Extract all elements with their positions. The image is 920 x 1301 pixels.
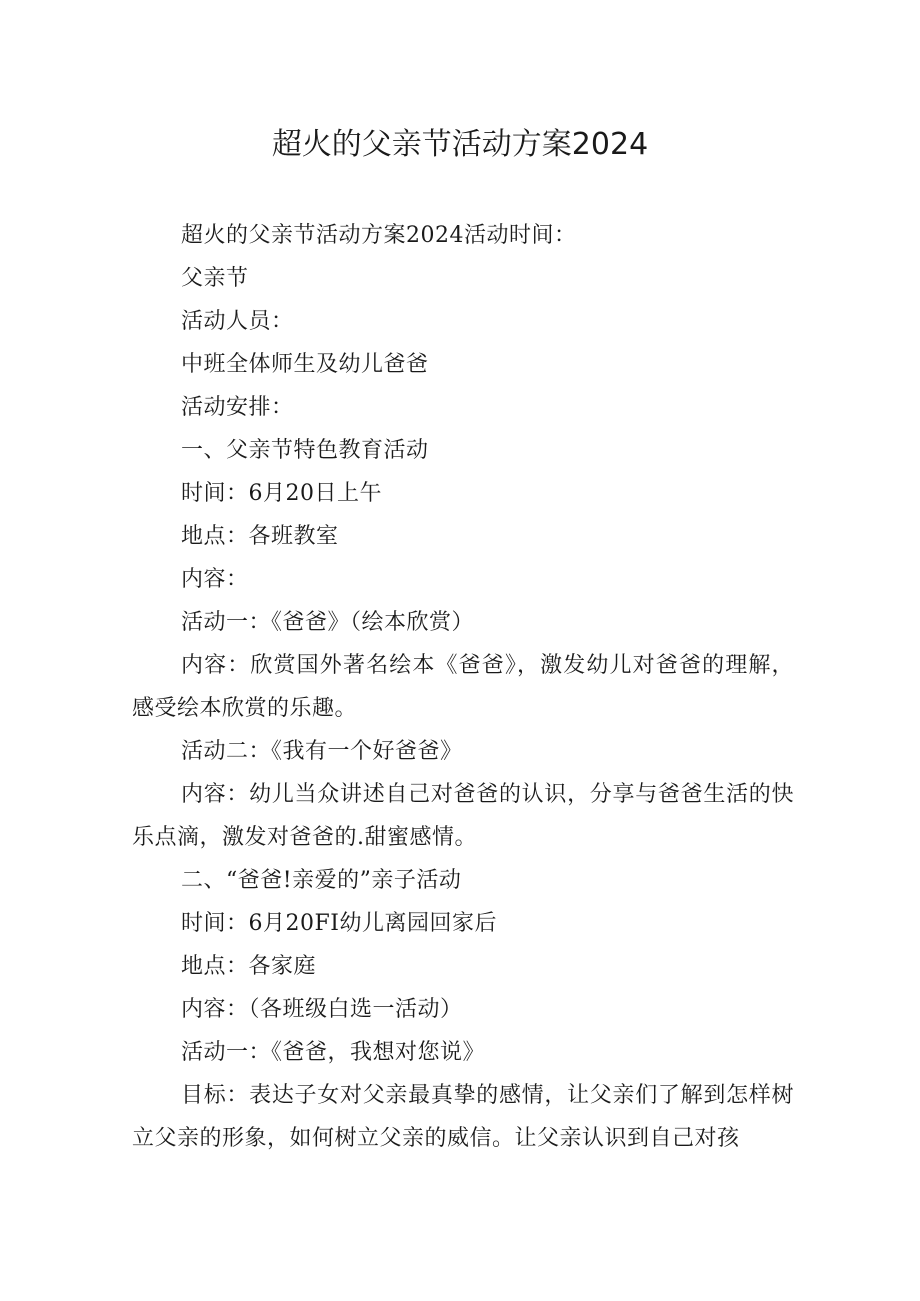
- paragraph-section1-time: 时间：6月20日上午: [181, 481, 382, 506]
- section-heading-1: 一、父亲节特色教育活动: [181, 438, 429, 463]
- paragraph-activity-1: 活动一：《爸爸》（绘本欣赏）: [181, 610, 475, 635]
- paragraph-activity-1-content: 内容：欣赏国外著名绘本《爸爸》，激发幼儿对爸爸的理解，感受绘本欣赏的乐趣。: [132, 653, 794, 721]
- document-body: [132, 214, 794, 1160]
- paragraph-activity-2: 活动二：《我有一个好爸爸》: [181, 739, 463, 764]
- paragraph-activity-time-label: 超火的父亲节活动方案2024活动时间：: [181, 223, 577, 248]
- paragraph-section2-goal: 目标：表达子女对父亲最真挚的感情，让父亲们了解到怎样树立父亲的形象，如何树立父亲的威信。让父亲认识到自己对孩: [132, 1083, 794, 1151]
- paragraph-section1-content-label: 内容：: [181, 567, 249, 592]
- paragraph-section2-content: 内容：（各班级白选一活动）: [181, 997, 463, 1022]
- section-heading-2: 二、“爸爸!亲爱的”亲子活动: [181, 868, 462, 893]
- paragraph-section2-place: 地点：各家庭: [181, 954, 317, 979]
- paragraph-section1-place: 地点：各班教室: [181, 524, 339, 549]
- paragraph-participants-label: 活动人员：: [181, 309, 294, 334]
- paragraph-activity-2-content: 内容：幼儿当众讲述自己对爸爸的认识，分享与爸爸生活的快乐点滴，激发对爸爸的.甜蜜感情。: [132, 782, 794, 850]
- document-title: 超火的父亲节活动方案2024: [271, 127, 649, 162]
- paragraph-activity-time-value: 父亲节: [181, 266, 249, 291]
- paragraph-section2-activity-1: 活动一：《爸爸，我想对您说》: [181, 1040, 486, 1065]
- paragraph-section2-time: 时间：6月20FI幼儿离园回家后: [181, 911, 497, 936]
- paragraph-arrangement-label: 活动安排：: [181, 395, 294, 420]
- paragraph-participants-value: 中班全体师生及幼儿爸爸: [181, 352, 429, 377]
